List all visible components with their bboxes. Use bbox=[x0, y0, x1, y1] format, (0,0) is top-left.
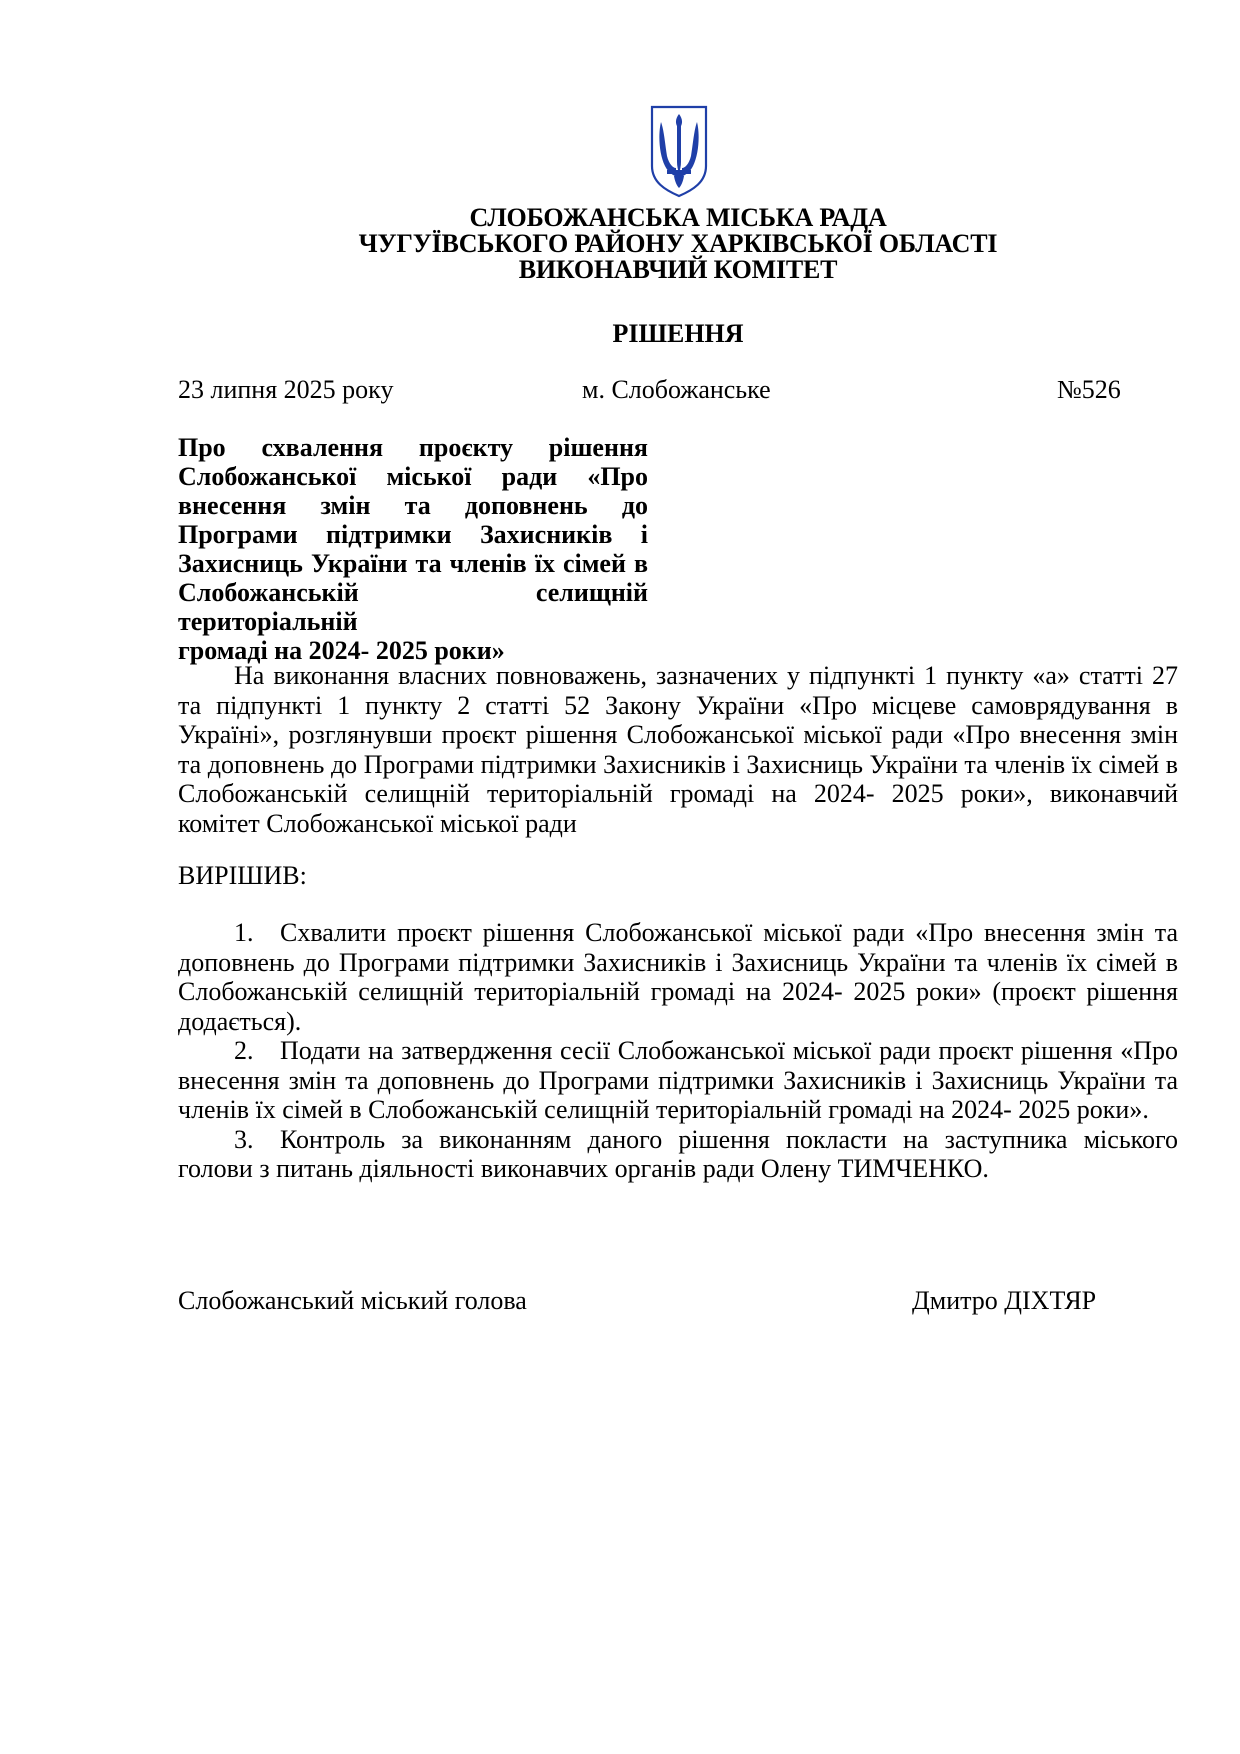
decision-subject-last-line: громаді на 2024- 2025 роки» bbox=[178, 636, 505, 665]
item-text: Контроль за виконанням даного рішення покласти на заступника міського голови з питань діяльності виконавчих органів ради Олену ТИМЧЕНКО. bbox=[178, 1124, 1178, 1183]
item-text: Схвалити проєкт рішення Слобожанської міської ради «Про внесення змін та доповнень до Програми підтримки Захисників і Захисниць України та членів їх сімей в Слобожанській селищній територіальній громаді на 2024- 2025 роки» (проєкт рішення додається). bbox=[178, 918, 1178, 1036]
decision-number: №526 bbox=[1057, 375, 1121, 404]
preamble-paragraph: На виконання власних повноважень, зазначених у підпункті 1 пункту «а» статті 27 та підпункті 1 пункту 2 статті 52 Закону України «Про місцеве самоврядування в Україні», розглянувши проєкт рішення Слобожанської міської ради «Про внесення змін та доповнень до Програми підтримки Захисників і Захисниць України та членів їх сімей в Слобожанській селищній територіальній громаді на 2024- 2025 роки», виконавчий комітет Слобожанської міської ради bbox=[178, 661, 1178, 838]
document-type-title: РІШЕННЯ bbox=[612, 319, 744, 348]
item-text: Подати на затвердження сесії Слобожанської міської ради проєкт рішення «Про внесення змін та доповнень до Програми підтримки Захисників і Захисниць України та членів їх сімей в Слобожанській селищній територіальній громаді на 2024- 2025 роки». bbox=[178, 1036, 1178, 1124]
item-number: 1. bbox=[234, 918, 254, 947]
header-district-name: ЧУГУЇВСЬКОГО РАЙОНУ ХАРКІВСЬКОЇ ОБЛАСТІ bbox=[358, 229, 998, 258]
item-number: 3. bbox=[234, 1124, 254, 1154]
decision-items-list bbox=[178, 918, 1178, 1184]
decision-item-1 bbox=[178, 918, 1178, 1036]
decided-heading: ВИРІШИВ: bbox=[178, 861, 307, 890]
organization-header bbox=[178, 205, 1178, 283]
decision-subject bbox=[178, 433, 648, 665]
decision-date: 23 липня 2025 року bbox=[178, 375, 394, 404]
decision-subject-main: Про схвалення проєкту рішення Слобожанської міської ради «Про внесення змін та доповнень до Програми підтримки Захисників і Захисниць України та членів їх сімей в Слобожанській селищній територіальній bbox=[178, 433, 648, 636]
header-committee-name: ВИКОНАВЧИЙ КОМІТЕТ bbox=[518, 255, 838, 284]
decision-item-2 bbox=[178, 1036, 1178, 1125]
coat-of-arms-of-ukraine-icon bbox=[649, 104, 709, 199]
decision-item-3 bbox=[178, 1125, 1178, 1184]
signatory-position: Слобожанський міський голова bbox=[178, 1286, 527, 1315]
decision-place: м. Слобожанське bbox=[582, 375, 771, 404]
header-council-name: СЛОБОЖАНСЬКА МІСЬКА РАДА bbox=[469, 203, 887, 232]
signatory-name: Дмитро ДІХТЯР bbox=[912, 1286, 1097, 1315]
item-number: 2. bbox=[234, 1036, 254, 1065]
